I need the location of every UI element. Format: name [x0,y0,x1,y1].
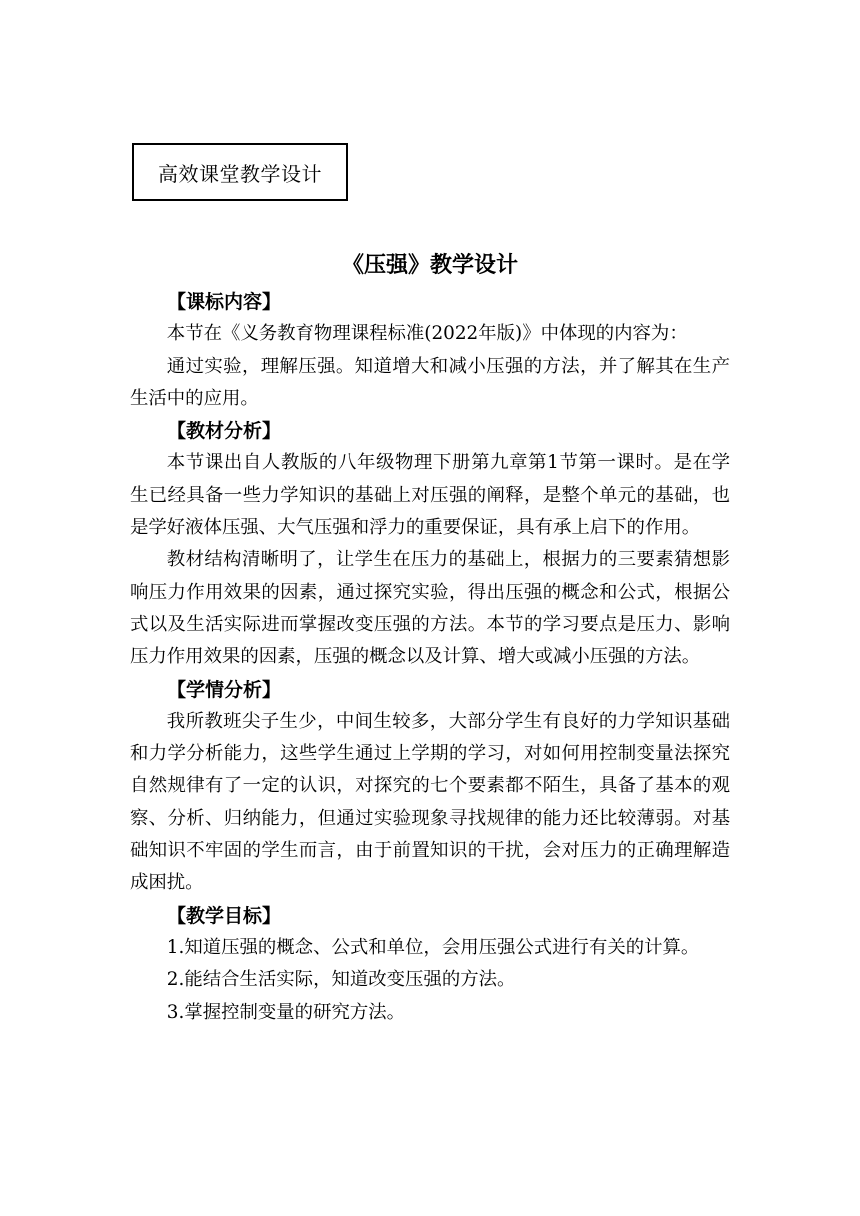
section-heading: 【教材分析】 [167,420,282,443]
paragraph: 我所教班尖子生少，中间生较多，大部分学生有良好的力学知识基础和力学分析能力，这些学生通过上学期的学习，对如何用控制变量法探究自然规律有了一定的认识，对探究的七个要素都不陌生，具备了基本的观察、分析、归纳能力，但通过实验现象寻找规律的能力还比较薄弱。对基础知识不牢固的学生而言，由于前置知识的干扰，会对压力的正确理解造成困扰。 [130,710,730,894]
list-item: 3.掌握控制变量的研究方法。 [166,1001,406,1023]
document-title: 《压强》教学设计 [341,253,518,278]
section-curriculum [130,286,730,415]
paragraph: 教材结构清晰明了，让学生在压力的基础上，根据力的三要素猜想影响压力作用效果的因素，通过探究实验，得出压强的概念和公式，根据公式以及生活实际进而掌握改变压强的方法。本节的学习要点是压力、影响压力作用效果的因素，压强的概念以及计算、增大或减小压强的方法。 [130,549,730,668]
section-teaching-goals [130,900,730,1029]
section-student-analysis [130,674,730,900]
list-item: 2.能结合生活实际，知道改变压强的方法。 [166,969,516,991]
section-heading: 【学情分析】 [167,678,282,701]
list-item: 1.知道压强的概念、公式和单位，会用压强公式进行有关的计算。 [166,936,700,958]
document-body [130,286,730,1029]
section-heading: 【课标内容】 [167,291,282,313]
section-textbook-analysis [130,415,730,673]
header-tag-text: 高效课堂教学设计 [158,161,322,186]
paragraph: 通过实验，理解压强。知道增大和减小压强的方法，并了解其在生产生活中的应用。 [130,355,730,409]
paragraph: 本节课出自人教版的八年级物理下册第九章第1节第一课时。是在学生已经具备一些力学知识的基础上对压强的阐释，是整个单元的基础，也是学好液体压强、大气压强和浮力的重要保证，具有承上启下的作用。 [130,452,730,539]
header-tag-box [132,143,348,201]
paragraph: 本节在《义务教育物理课程标准(2022年版)》中体现的内容为： [166,323,688,345]
section-heading: 【教学目标】 [167,904,282,927]
